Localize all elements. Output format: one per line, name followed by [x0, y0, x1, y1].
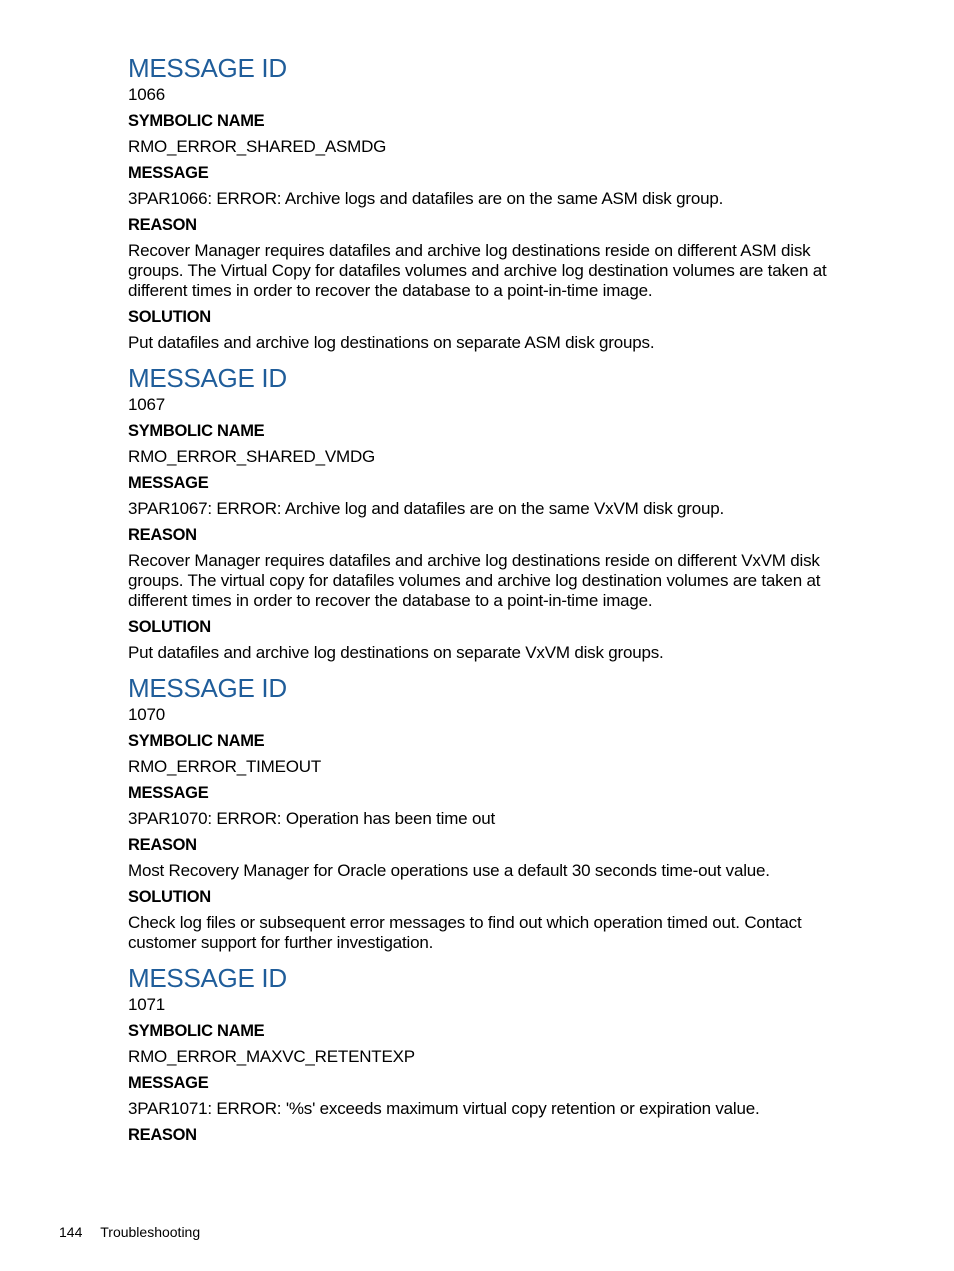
message-entry-1067: [128, 362, 858, 666]
reason-value: Recover Manager requires datafiles and archive log destinations reside on different VxVM disk groups. The virtual copy for datafiles volumes and archive log destination volumes are taken at different times in order to recover the database to a point-in-time image.: [128, 551, 821, 610]
symbolic-name-label: SYMBOLIC NAME: [128, 732, 265, 750]
message-label: MESSAGE: [128, 784, 209, 802]
symbolic-name-value: RMO_ERROR_SHARED_ASMDG: [128, 137, 387, 156]
message-entry-1066: [128, 52, 858, 356]
message-id-heading: MESSAGE ID: [128, 673, 287, 703]
page-footer: [59, 1222, 200, 1242]
message-value: 3PAR1071: ERROR: '%s' exceeds maximum virtual copy retention or expiration value.: [128, 1099, 760, 1118]
reason-label: REASON: [128, 216, 197, 234]
symbolic-name-label: SYMBOLIC NAME: [128, 422, 265, 440]
message-id-value: 1071: [128, 995, 166, 1014]
message-label: MESSAGE: [128, 1074, 209, 1092]
message-id-heading: MESSAGE ID: [128, 363, 287, 393]
solution-value: Put datafiles and archive log destinations on separate ASM disk groups.: [128, 333, 655, 352]
message-value: 3PAR1067: ERROR: Archive log and datafiles are on the same VxVM disk group.: [128, 499, 725, 518]
symbolic-name-value: RMO_ERROR_TIMEOUT: [128, 757, 322, 776]
message-entry-1070: [128, 672, 858, 956]
message-label: MESSAGE: [128, 474, 209, 492]
solution-value: Check log files or subsequent error messages to find out which operation timed out. Contact customer support for further investigation.: [128, 913, 802, 952]
message-value: 3PAR1066: ERROR: Archive logs and datafiles are on the same ASM disk group.: [128, 189, 724, 208]
symbolic-name-label: SYMBOLIC NAME: [128, 112, 265, 130]
message-label: MESSAGE: [128, 164, 209, 182]
document-body: [128, 52, 858, 1154]
message-id-value: 1066: [128, 85, 166, 104]
message-value: 3PAR1070: ERROR: Operation has been time out: [128, 809, 495, 828]
solution-label: SOLUTION: [128, 888, 211, 906]
symbolic-name-value: RMO_ERROR_SHARED_VMDG: [128, 447, 376, 466]
symbolic-name-label: SYMBOLIC NAME: [128, 1022, 265, 1040]
message-entry-1071: [128, 962, 858, 1148]
reason-label: REASON: [128, 526, 197, 544]
message-id-value: 1070: [128, 705, 166, 724]
solution-label: SOLUTION: [128, 308, 211, 326]
message-id-value: 1067: [128, 395, 166, 414]
reason-value: Recover Manager requires datafiles and archive log destinations reside on different ASM disk groups. The Virtual Copy for datafiles volumes and archive log destination volumes are taken at different times in order to recover the database to a point-in-time image.: [128, 241, 827, 300]
section-title: Troubleshooting: [100, 1224, 201, 1240]
solution-value: Put datafiles and archive log destinations on separate VxVM disk groups.: [128, 643, 664, 662]
page-number: 144: [59, 1224, 83, 1240]
symbolic-name-value: RMO_ERROR_MAXVC_RETENTEXP: [128, 1047, 415, 1066]
reason-value: Most Recovery Manager for Oracle operations use a default 30 seconds time-out value.: [128, 861, 770, 880]
reason-label: REASON: [128, 1126, 197, 1144]
message-id-heading: MESSAGE ID: [128, 963, 287, 993]
reason-label: REASON: [128, 836, 197, 854]
solution-label: SOLUTION: [128, 618, 211, 636]
message-id-heading: MESSAGE ID: [128, 53, 287, 83]
